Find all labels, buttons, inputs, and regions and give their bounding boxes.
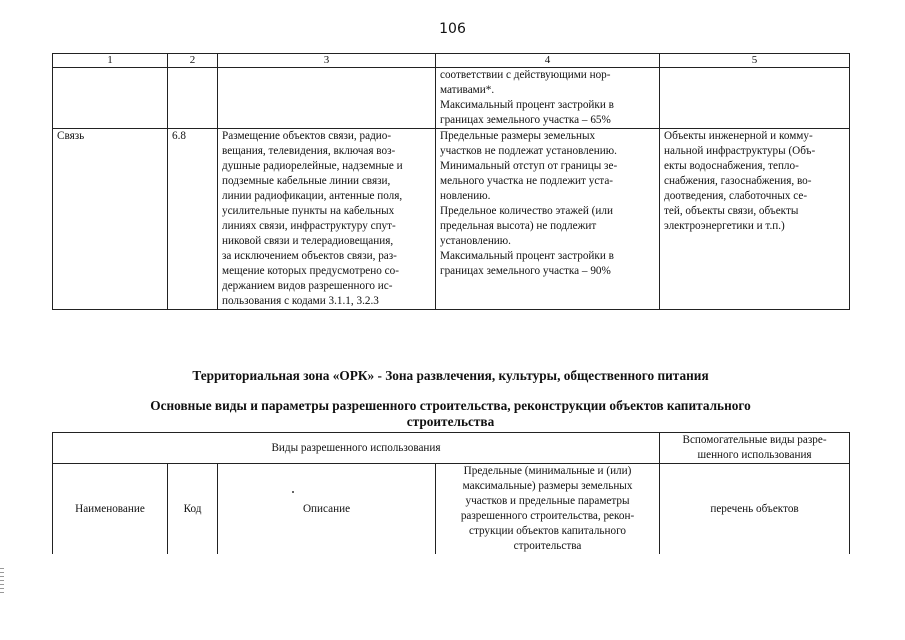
- main-land-use-table: [52, 432, 850, 554]
- continuation-auxiliary-cell: [660, 68, 850, 129]
- column-number-row: [53, 54, 850, 68]
- text-line: установлению.: [440, 235, 511, 247]
- text-line: нальной инфраструктуры (Объ-: [664, 145, 816, 157]
- text-line: Объекты инженерной и комму-: [664, 130, 813, 142]
- scan-edge-mark: [0, 568, 4, 596]
- scan-speck: [292, 491, 294, 493]
- text-line: соответствии с действующими нор-: [440, 69, 611, 81]
- header-line: разрешенного строительства, рекон-: [460, 510, 635, 522]
- text-line: Предельные размеры земельных: [440, 130, 596, 142]
- text-line: Размещение объектов связи, радио-: [222, 130, 392, 142]
- col-parameters-header: [436, 464, 660, 555]
- group-header-cell: Виды разрешенного использования: [53, 433, 660, 464]
- text-line: новлению.: [440, 190, 491, 202]
- text-line: границах земельного участка – 90%: [440, 265, 611, 277]
- text-line: участков не подлежат установлению.: [440, 145, 617, 157]
- text-line: пользования с кодами 3.1.1, 3.2.3: [222, 295, 379, 307]
- col-objects-header: перечень объектов: [660, 464, 850, 555]
- group-header-row: [53, 433, 850, 464]
- heading-line: строительства: [406, 414, 495, 429]
- text-line: Максимальный процент застройки в: [440, 250, 614, 262]
- text-line: линии радиофикации, антенные поля,: [222, 190, 403, 202]
- header-line: шенного использования: [697, 449, 812, 461]
- svyaz-row: [53, 129, 850, 310]
- column-number-1: 1: [53, 54, 168, 68]
- heading-line: Основные виды и параметры разрешенного строительства, реконструкции объектов капитального: [150, 398, 751, 413]
- header-line: максимальные) размеры земельных: [462, 480, 633, 492]
- column-number-2: 2: [168, 54, 218, 68]
- continuation-parameters-cell: [436, 68, 660, 129]
- column-header-row: [53, 464, 850, 555]
- land-use-table-continued: [52, 53, 850, 310]
- continuation-code-cell: [168, 68, 218, 129]
- text-line: тей, объекты связи, объекты: [664, 205, 799, 217]
- text-line: Минимальный отступ от границы зе-: [440, 160, 618, 172]
- text-line: екты водоснабжения, тепло-: [664, 160, 799, 172]
- row-auxiliary-cell: [660, 129, 850, 310]
- text-line: доотведения, слаботочных се-: [664, 190, 808, 202]
- row-parameters-cell: [436, 129, 660, 310]
- params-heading: [52, 398, 849, 430]
- column-number-4: 4: [436, 54, 660, 68]
- text-line: душные радиорелейные, надземные и: [222, 160, 403, 172]
- col-code-header: Код: [168, 464, 218, 555]
- text-line: мельного участка не подлежит уста-: [440, 175, 614, 187]
- zone-heading: Территориальная зона «ОРК» - Зона развлечения, культуры, общественного питания: [192, 368, 709, 383]
- column-number-3: 3: [218, 54, 436, 68]
- page-number: 106: [439, 21, 466, 37]
- aux-header-cell: [660, 433, 850, 464]
- text-line: держанием видов разрешенного ис-: [222, 280, 393, 292]
- header-line: Предельные (минимальные и (или): [463, 465, 632, 477]
- text-line: мативами*.: [440, 84, 495, 96]
- header-line: строительства: [513, 540, 582, 552]
- text-line: мещение которых предусмотрено со-: [222, 265, 399, 277]
- row-code-cell: 6.8: [168, 129, 218, 310]
- text-line: электроэнергетики и т.п.): [664, 220, 785, 232]
- text-line: Предельное количество этажей (или: [440, 205, 613, 217]
- text-line: подземные кабельные линии связи,: [222, 175, 391, 187]
- col-name-header: Наименование: [53, 464, 168, 555]
- text-line: вещания, телевидения, включая воз-: [222, 145, 396, 157]
- header-line: Вспомогательные виды разре-: [682, 434, 827, 446]
- text-line: усилительные пункты на кабельных: [222, 205, 395, 217]
- text-line: границах земельного участка – 65%: [440, 114, 611, 126]
- column-number-5: 5: [660, 54, 850, 68]
- continuation-name-cell: [53, 68, 168, 129]
- continuation-row: [53, 68, 850, 129]
- text-line: предельная высота) не подлежит: [440, 220, 597, 232]
- text-line: линиях связи, инфраструктуру спут-: [222, 220, 396, 232]
- continuation-description-cell: [218, 68, 436, 129]
- header-line: струкции объектов капитального: [469, 525, 627, 537]
- text-line: за исключением объектов связи, раз-: [222, 250, 397, 262]
- row-name-cell: Связь: [53, 129, 168, 310]
- header-line: участков и предельные параметры: [465, 495, 630, 507]
- text-line: снабжения, газоснабжения, во-: [664, 175, 812, 187]
- text-line: никовой связи и телерадиовещания,: [222, 235, 394, 247]
- text-line: Максимальный процент застройки в: [440, 99, 614, 111]
- col-description-header: Описание: [218, 464, 436, 555]
- row-description-cell: [218, 129, 436, 310]
